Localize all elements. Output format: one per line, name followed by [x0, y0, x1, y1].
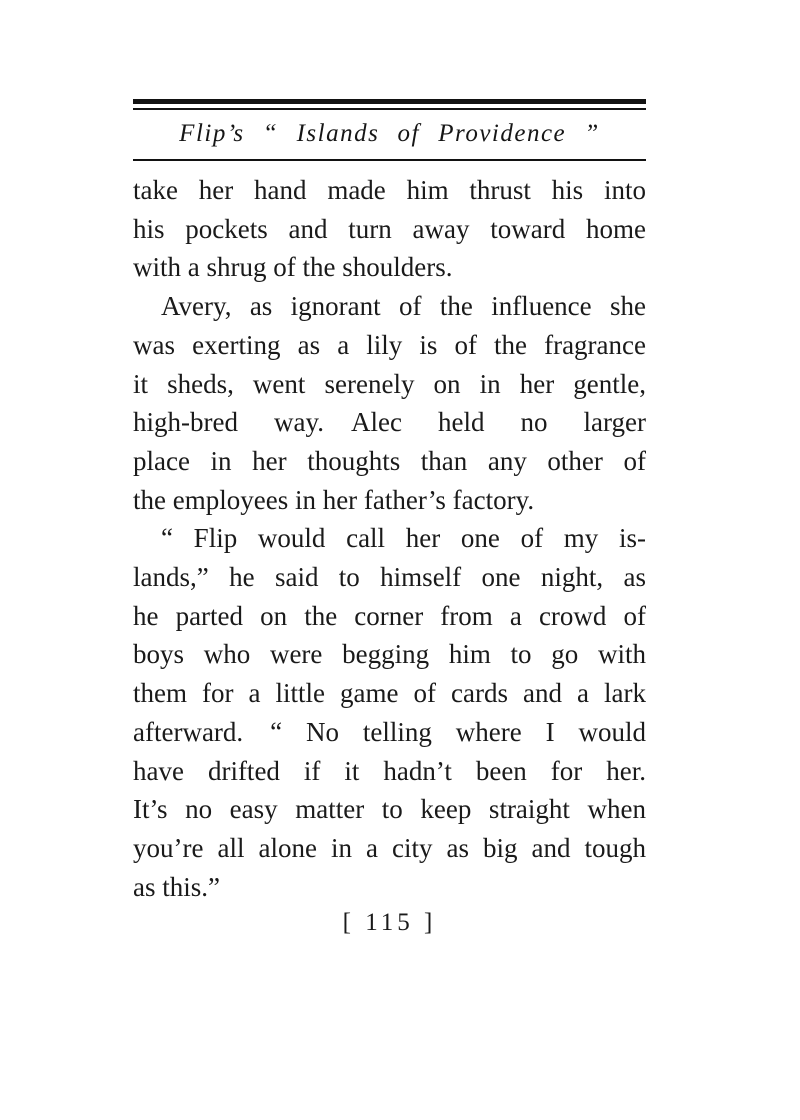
text-line: take her hand made him thrust his into [133, 175, 646, 205]
text-line: It’s no easy matter to keep straight when [133, 794, 646, 825]
title-underline-rule [133, 159, 646, 161]
text-line: boys who were begging him to go with [133, 639, 646, 670]
page-content-column [133, 99, 646, 937]
running-head-title: Flip’s “ Islands of Providence ” [179, 120, 600, 147]
text-line: as this.” [133, 871, 220, 902]
text-line: he parted on the corner from a crowd of [133, 600, 646, 631]
page-number: [ 115 ] [342, 909, 437, 937]
text-line: his pockets and turn away toward home [133, 213, 646, 244]
text-line: with a shrug of the shoulders. [133, 252, 453, 283]
body-text [133, 171, 646, 906]
text-line: high-bred way. Alec held no larger [133, 407, 646, 438]
text-line: afterward. “ No telling where I would [133, 716, 646, 747]
text-line: place in her thoughts than any other of [133, 445, 646, 476]
text-line: it sheds, went serenely on in her gentle, [133, 368, 646, 399]
text-line: you’re all alone in a city as big and tough [133, 832, 646, 863]
text-line: have drifted if it hadn’t been for her. [133, 755, 646, 786]
text-line: them for a little game of cards and a lark [133, 678, 646, 709]
header-rule-thick [133, 99, 646, 104]
text-line: “ Flip would call her one of my is- [161, 523, 646, 554]
text-line: was exerting as a lily is of the fragrance [133, 329, 646, 360]
text-line: lands,” he said to himself one night, as [133, 562, 646, 593]
text-line: the employees in her father’s factory. [133, 484, 535, 515]
text-line: Avery, as ignorant of the influence she [161, 291, 646, 322]
